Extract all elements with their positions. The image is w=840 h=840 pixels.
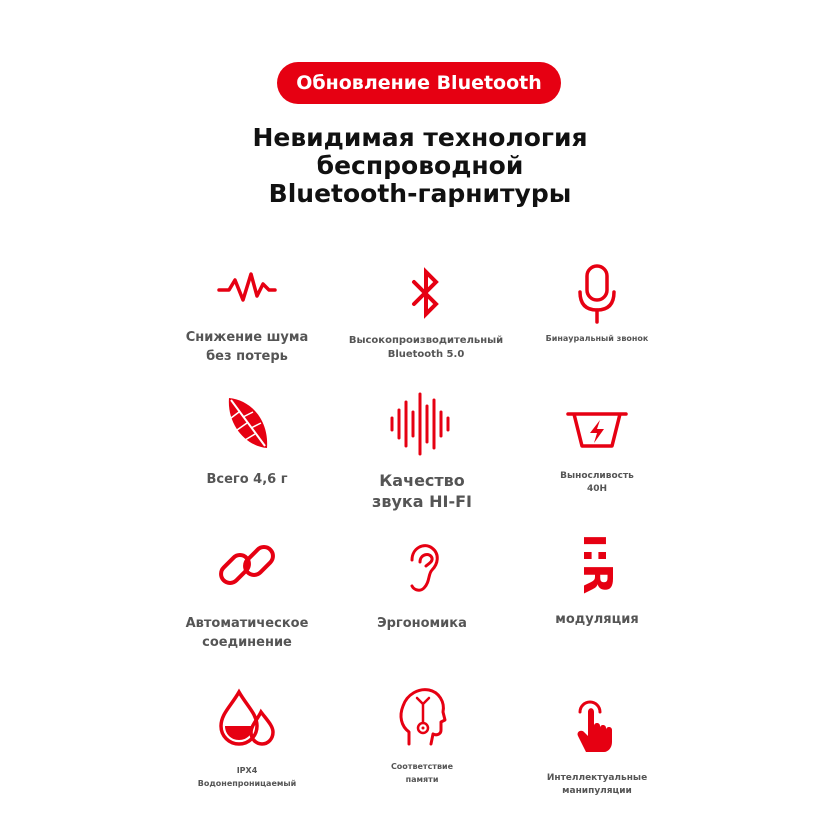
feature-label: Автоматическое соединение xyxy=(185,616,309,650)
feature-label: Интеллектуальные манипуляции xyxy=(546,773,648,796)
feature-binaural-call xyxy=(477,264,717,345)
feature-label: Выносливость 40Н xyxy=(560,471,634,494)
feature-label: Эргономика xyxy=(377,616,467,631)
feature-label: модуляция xyxy=(555,612,639,627)
bluetooth-update-badge: Обновление Bluetooth xyxy=(277,62,561,104)
modulation-glyph-icon: ı:R xyxy=(574,533,620,595)
feature-label: Соответствие памяти xyxy=(390,762,454,784)
title-line-3: Bluetooth-гарнитуры xyxy=(268,179,572,208)
touch-finger-icon xyxy=(572,698,622,756)
page-title xyxy=(170,124,670,208)
microphone-icon xyxy=(575,264,619,326)
feather-icon xyxy=(217,392,277,454)
head-memory-icon xyxy=(397,686,447,748)
chain-link-icon xyxy=(217,538,277,594)
sound-wave-icon xyxy=(387,392,457,456)
bluetooth-icon xyxy=(406,266,446,322)
feature-label: Высокопроизводительный Bluetooth 5.0 xyxy=(348,335,504,360)
ear-icon xyxy=(402,540,442,594)
feature-label: Качество звука HI-FI xyxy=(372,471,472,511)
water-drops-icon xyxy=(217,688,277,750)
feature-modulation xyxy=(477,532,717,629)
title-line-1: Невидимая технология xyxy=(252,123,588,152)
feature-label: Снижение шума без потерь xyxy=(185,330,309,364)
waveform-pulse-icon xyxy=(217,268,277,308)
title-line-2: беспроводной xyxy=(316,151,524,180)
feature-label: Всего 4,6 г xyxy=(206,472,288,487)
feature-label: IPX4 Водонепроницаемый xyxy=(197,766,297,788)
feature-smart-controls xyxy=(477,698,717,798)
feature-label: Бинауральный звонок xyxy=(545,334,649,343)
